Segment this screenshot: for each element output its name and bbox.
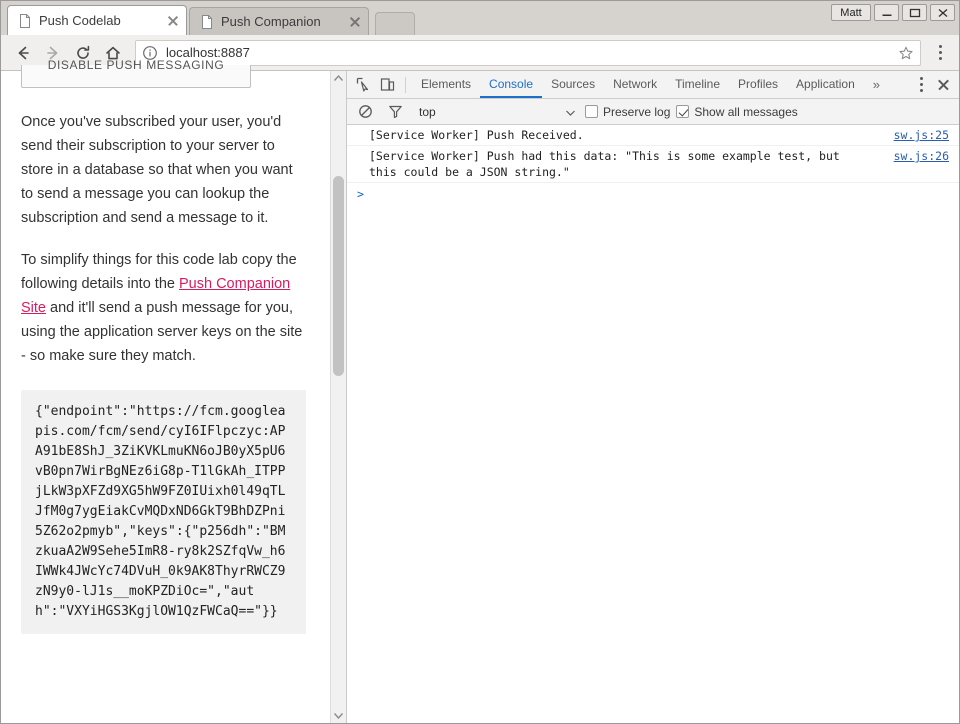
console-output[interactable] [347,125,959,723]
console-input-prompt[interactable] [347,183,959,204]
tab-title: Push Companion [221,13,321,29]
show-all-messages-label: Show all messages [694,104,798,119]
close-icon[interactable] [348,15,362,29]
subscription-json-code-block: {"endpoint":"https://fcm.googleapis.com/fcm/send/cyI6IFlpczyc:APA91bE8ShJ_3ZiKVKLmuKN6oJB0yX5pU6vB0pn7WirBgNEz6iG8p-T1lGkAh_ITPPjLkW3pXFZd9XG5hW9FZ0IUixh0l49qTLJfM0g7ygEiakCvMQDxND6GkT9BhDZPni5Z62o2pmyb","keys":{"p256dh":"BMzkuaA2W9Sehe5ImR8-ry8k2SZfqVw_h6IWWk4JWcYc74DVuH_0k9AK8ThyrRWCZ9zN9y0-lJ1s__moKPZDiOc=","auth":"VXYiHGS3KgjlOW1QzFWCaQ=="}} [21,390,306,634]
toolbar-divider [405,77,406,93]
web-page-pane [1,58,347,723]
paragraph-companion [21,248,306,368]
devtools-tab-bar [347,71,959,99]
devtools-tab-console[interactable]: Console [480,71,542,98]
devtools-tab-network[interactable]: Network [613,77,658,91]
console-message-row[interactable] [347,125,959,146]
devtools-tab-profiles[interactable]: Profiles [738,77,779,91]
disable-push-messaging-label: DISABLE PUSH MESSAGING [47,58,225,72]
preserve-log-checkbox[interactable] [585,105,670,119]
three-dots-menu-icon[interactable] [911,73,931,97]
push-companion-site-link[interactable]: Push Companion Site [21,276,291,316]
page-scrollbar-thumb[interactable] [333,176,344,376]
window-controls [831,4,955,21]
devtools-tab-sources[interactable]: Sources [551,77,596,91]
devtools-tab-application[interactable]: Application [796,77,855,91]
show-all-messages-checkbox[interactable] [676,105,797,119]
close-icon[interactable] [930,4,955,21]
chevron-down-icon [566,105,575,119]
address-bar-url[interactable]: localhost:8887 [166,45,250,60]
devtools-tab-timeline[interactable]: Timeline [675,77,721,91]
scroll-down-arrow-icon[interactable] [331,708,346,723]
new-tab-button[interactable] [375,12,415,35]
inspect-element-icon[interactable] [351,73,375,97]
toggle-device-toolbar-icon[interactable] [375,73,399,97]
browser-tab-push-companion[interactable] [189,7,369,35]
tab-strip [7,1,415,35]
devtools-tab-elements[interactable]: Elements [421,77,472,91]
console-context-selector[interactable] [413,105,579,119]
document-icon [200,15,214,29]
devtools-panel [347,71,959,723]
content-area [1,58,959,723]
console-message-row[interactable] [347,146,959,183]
back-arrow-icon[interactable] [9,39,37,67]
tab-title: Push Codelab [39,12,121,28]
browser-tab-push-codelab[interactable] [7,5,187,35]
disable-push-messaging-button[interactable] [21,58,251,88]
paragraph-companion-text-2: and it'll send a push message for you, using the application server keys on the site - so make sure they match. [21,300,303,364]
paragraph-companion-text-1: To simplify things for this code lab copy the following details into the [21,252,297,292]
three-dots-menu-icon[interactable] [929,39,951,67]
console-message-source-link[interactable]: sw.js:25 [893,128,949,142]
console-context-value: top [419,104,436,119]
preserve-log-label: Preserve log [603,104,671,119]
checkbox-box[interactable] [585,105,598,118]
scroll-up-arrow-icon[interactable] [331,71,346,86]
user-profile-button[interactable]: Matt [831,4,871,21]
address-bar[interactable] [135,40,921,66]
star-icon[interactable] [898,45,914,61]
document-icon [18,14,32,28]
close-icon[interactable] [931,73,955,97]
minimize-icon[interactable] [874,4,899,21]
console-filter-bar [347,99,959,125]
checkbox-box[interactable] [676,105,689,118]
filter-icon[interactable] [383,100,407,124]
page-scrollbar[interactable] [330,71,346,723]
clear-console-icon[interactable] [353,100,377,124]
prompt-chevron-icon: > [357,187,364,201]
close-icon[interactable] [166,14,180,28]
maximize-icon[interactable] [902,4,927,21]
title-bar [1,1,959,35]
devtools-tab-overflow-button[interactable]: » [872,77,880,92]
page-content [1,58,326,634]
console-message-text: [Service Worker] Push had this data: "This is some example test, but this could be a JSON string." [369,149,847,179]
devtools-tab-bar-right [911,73,955,97]
console-message-source-link[interactable]: sw.js:26 [893,149,949,163]
console-message-text: [Service Worker] Push Received. [369,128,584,142]
paragraph-subscription: Once you've subscribed your user, you'd send their subscription to your server to store in a database so that when you want to send a message you can lookup the subscription and send a message to it. [21,114,293,226]
